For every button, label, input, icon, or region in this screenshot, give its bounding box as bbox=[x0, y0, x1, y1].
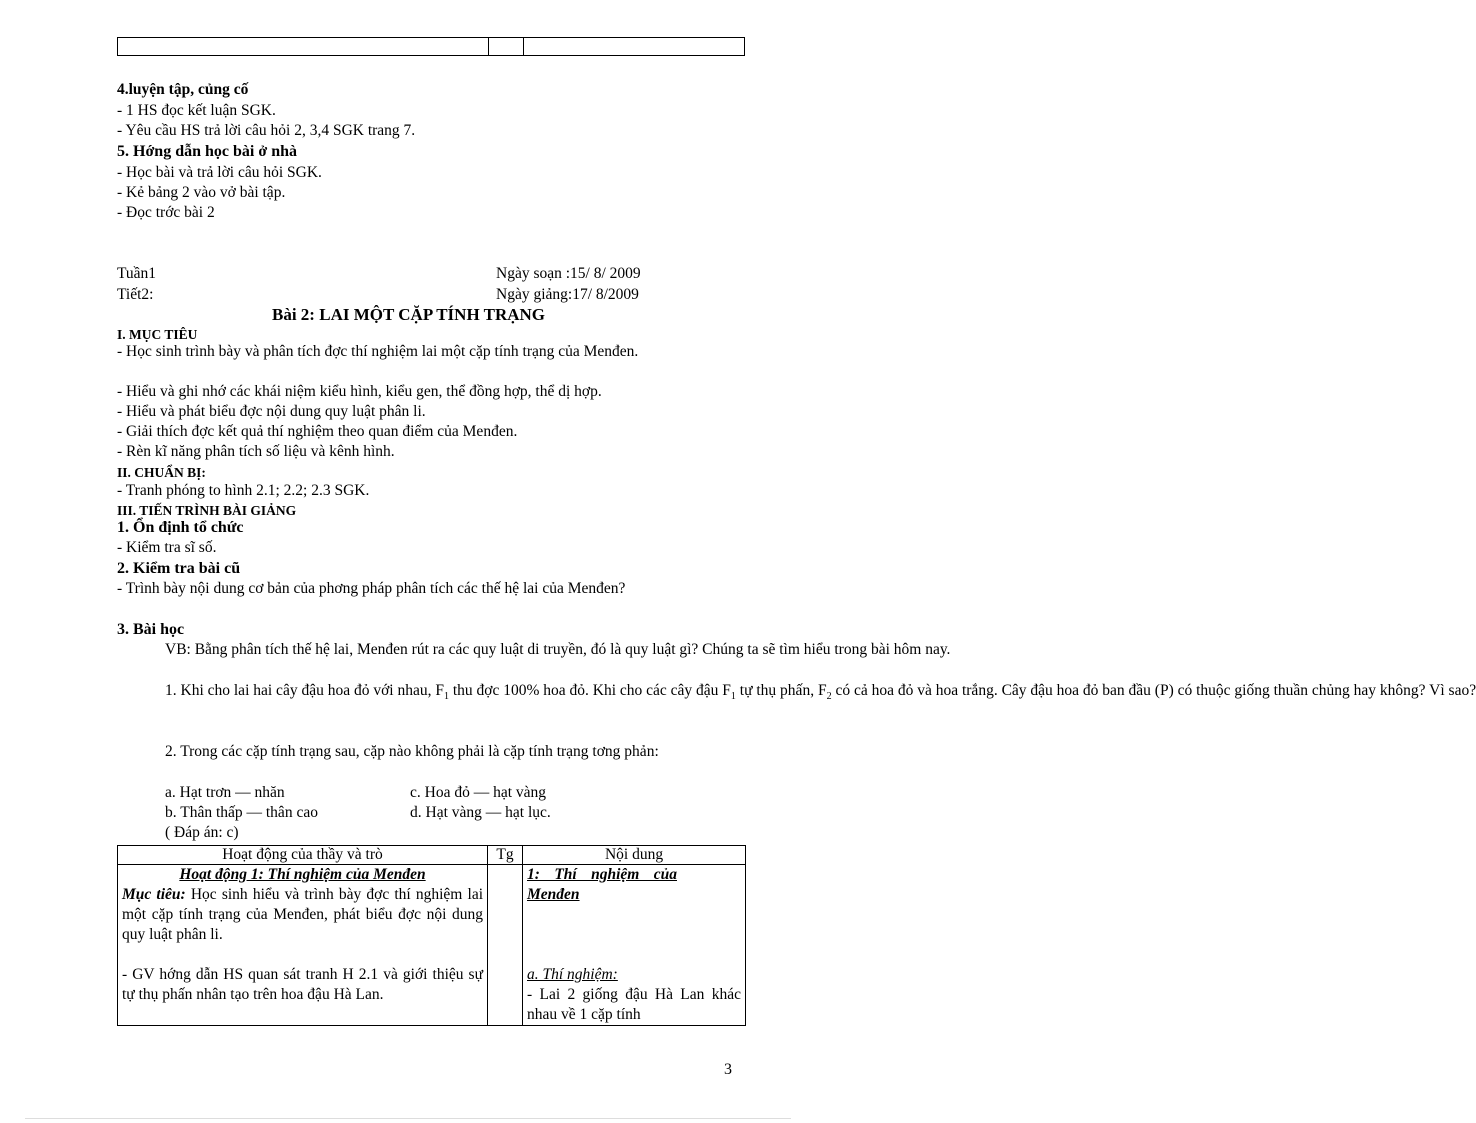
question-1-part: thu đợc 100% hoa đỏ. Khi cho các cây đậu F bbox=[448, 682, 731, 699]
lesson-prefix: Bài 2: bbox=[272, 305, 315, 324]
section-3-title: 3. Bài học bbox=[117, 621, 185, 638]
table-header-activity: Hoạt động của thầy và trò bbox=[118, 846, 488, 865]
procedure-title: III. TIẾN TRÌNH BÀI GIẢNG bbox=[117, 503, 297, 518]
table-header-time: Tg bbox=[488, 846, 523, 865]
content-title: 1: Thí nghiệm của Menđen bbox=[527, 866, 677, 903]
page-number: 3 bbox=[724, 1061, 732, 1078]
objectives-title: I. MỤC TIÊU bbox=[117, 327, 198, 342]
option-a: a. Hạt trơn — nhăn bbox=[165, 784, 285, 801]
question-2: 2. Trong các cặp tính trạng sau, cặp nào không phải là cặp tính trạng tơng phản: bbox=[165, 743, 659, 760]
lesson-title bbox=[272, 305, 545, 325]
homework-item: - Học bài và trả lời câu hỏi SGK. bbox=[117, 164, 322, 181]
activity-table bbox=[117, 845, 746, 1026]
objective-item: - Học sinh trình bày và phân tích đợc thí nghiệm lai một cặp tính trạng của Menđen. bbox=[117, 343, 639, 360]
option-b: b. Thân thấp — thân cao bbox=[165, 804, 318, 821]
lesson-intro: VB: Bằng phân tích thế hệ lai, Menđen rút ra các quy luật di truyền, đó là quy luật gì? Chúng ta sẽ tìm hiểu trong bài hôm nay. bbox=[165, 641, 951, 658]
goal-label: Mục tiêu: bbox=[122, 886, 186, 903]
table-header-content: Nội dung bbox=[523, 846, 746, 865]
recap-item: - 1 HS đọc kết luận SGK. bbox=[117, 102, 276, 119]
preparation-title: II. CHUẨN BỊ: bbox=[117, 465, 206, 480]
objective-item: - Hiểu và phát biểu đợc nội dung quy luật phân li. bbox=[117, 403, 426, 420]
table-divider bbox=[488, 38, 489, 55]
prep-date: Ngày soạn :15/ 8/ 2009 bbox=[496, 265, 641, 282]
option-d: d. Hạt vàng — hạt lục. bbox=[410, 804, 551, 821]
content-text: - Lai 2 giống đậu Hà Lan khác nhau về 1 cặp tính bbox=[527, 986, 741, 1023]
goal-text: Học sinh hiểu và trình bày đợc thí nghiệm lai một cặp tính trạng của Menđen, phát biểu đợc nội dung quy luật phân li. bbox=[122, 886, 484, 943]
top-table-fragment bbox=[117, 37, 745, 56]
question-1-part: có cả hoa đỏ và hoa trắng. Cây đậu hoa đỏ ban đầu (P) có thuộc giống thuần chủng hay không? Vì sao? bbox=[831, 682, 1476, 699]
content-cell bbox=[523, 865, 746, 1026]
week-label: Tuần1 bbox=[117, 265, 157, 282]
activity-title: Hoạt động 1: Thí nghiệm của Menđen bbox=[179, 866, 426, 883]
objective-item: - Giải thích đợc kết quả thí nghiệm theo quan điểm của Menđen. bbox=[117, 423, 518, 440]
question-1 bbox=[117, 681, 1476, 707]
activity-goal bbox=[122, 885, 483, 945]
section-1-item: - Kiểm tra sĩ số. bbox=[117, 539, 217, 556]
content-subtitle: a. Thí nghiệm: bbox=[527, 966, 618, 983]
recap-item: - Yêu cầu HS trả lời câu hỏi 2, 3,4 SGK trang 7. bbox=[117, 122, 416, 139]
table-divider bbox=[523, 38, 524, 55]
activity-cell bbox=[118, 865, 488, 1026]
period-label: Tiết2: bbox=[117, 286, 154, 303]
question-1-part: 1. Khi cho lai hai cây đậu hoa đỏ với nhau, F bbox=[165, 682, 444, 699]
section-1-title: 1. Ổn định tổ chức bbox=[117, 519, 244, 536]
lesson-name: LAI MỘT CẶP TÍNH TRẠNG bbox=[319, 305, 545, 324]
recap-title: 4.luyện tập, củng cố bbox=[117, 81, 249, 98]
homework-title: 5. Hớng dẫn học bài ở nhà bbox=[117, 143, 297, 160]
answer: ( Đáp án: c) bbox=[165, 824, 239, 841]
preparation-item: - Tranh phóng to hình 2.1; 2.2; 2.3 SGK. bbox=[117, 482, 370, 499]
time-cell bbox=[488, 865, 523, 1026]
homework-item: - Kẻ bảng 2 vào vở bài tập. bbox=[117, 184, 286, 201]
objective-item: - Rèn kĩ năng phân tích số liệu và kênh hình. bbox=[117, 443, 395, 460]
section-2-item: - Trình bày nội dung cơ bản của phơng pháp phân tích các thế hệ lai của Menđen? bbox=[117, 580, 626, 597]
question-1-part: tự thụ phấn, F bbox=[735, 682, 827, 699]
teach-date: Ngày giảng:17/ 8/2009 bbox=[496, 286, 639, 303]
subscript: 1 bbox=[730, 691, 736, 703]
objective-item: - Hiểu và ghi nhớ các khái niệm kiểu hình, kiểu gen, thể đồng hợp, thể dị hợp. bbox=[117, 383, 602, 400]
page-divider bbox=[25, 1118, 791, 1119]
subscript: 1 bbox=[443, 691, 449, 703]
option-c: c. Hoa đỏ — hạt vàng bbox=[410, 784, 547, 801]
homework-item: - Đọc trớc bài 2 bbox=[117, 204, 215, 221]
gv-instruction: - GV hớng dẫn HS quan sát tranh H 2.1 và giới thiệu sự tự thụ phấn nhân tạo trên hoa đậu Hà Lan. bbox=[122, 966, 483, 1003]
subscript: 2 bbox=[826, 691, 832, 703]
section-2-title: 2. Kiểm tra bài cũ bbox=[117, 560, 241, 577]
